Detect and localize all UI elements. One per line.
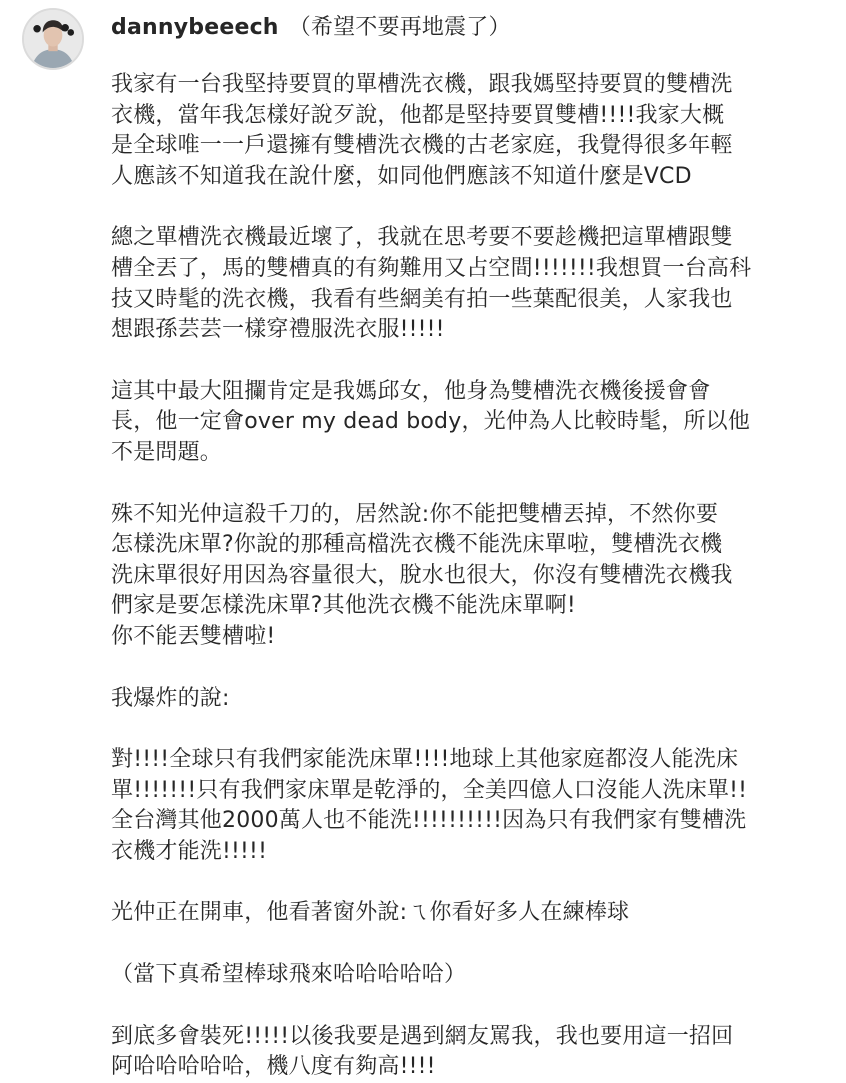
- avatar-image: [24, 10, 82, 68]
- caption-paragraph: 殊不知光仲這殺千刀的，居然說:你不能把雙槽丟掉，不然你要 怎樣洗床單?你說的那種高檔洗衣機不能洗床單啦，雙槽洗衣機 洗床單很好用因為容量很大，脫水也很大，你沒有雙槽洗衣機我 們家是要怎樣洗床單?其他洗衣機不能洗床單啊! 你不能丟雙槽啦!: [111, 501, 733, 649]
- username-link[interactable]: dannybeeech: [111, 15, 279, 40]
- caption-paragraph: 對!!!!全球只有我們家能洗床單!!!!地球上其他家庭都沒人能洗床 單!!!!!!!只有我們家床單是乾淨的，全美四億人口沒能人洗床單!! 全台灣其他2000萬人也不能洗!!!!!!!!!!因為只有我們家有雙槽洗 衣機才能洗!!!!!: [111, 747, 748, 864]
- caption-paragraph: 我爆炸的說:: [111, 685, 230, 711]
- caption-paragraph: 光仲正在開車，他看著窗外說:ㄟ你看好多人在練棒球: [111, 900, 630, 926]
- caption: [111, 8, 821, 1083]
- caption-paragraph: （當下真希望棒球飛來哈哈哈哈哈）: [111, 962, 467, 988]
- caption-header: [111, 8, 821, 48]
- caption-paragraph: 我家有一台我堅持要買的單槽洗衣機，跟我媽堅持要買的雙槽洗 衣機，當年我怎樣好說歹說，他都是堅持要買雙槽!!!!我家大概 是全球唯一一戶還擁有雙槽洗衣機的古老家庭，我覺得很多年輕 人應該不知道我在說什麼，如同他們應該不知道什麼是VCD: [111, 72, 733, 189]
- headline-note: （希望不要再地震了）: [288, 15, 511, 40]
- caption-paragraph: 到底多會裝死!!!!!以後我要是遇到網友罵我，我也要用這一招回 阿哈哈哈哈哈，機八度有夠高!!!!: [111, 1023, 734, 1080]
- caption-paragraph: 這其中最大阻攔肯定是我媽邱女，他身為雙槽洗衣機後援會會 長，他一定會over my dead body，光仲為人比較時髦，所以他 不是問題。: [111, 378, 751, 465]
- caption-paragraph: 總之單槽洗衣機最近壞了，我就在思考要不要趁機把這單槽跟雙 槽全丟了，馬的雙槽真的有夠難用又占空間!!!!!!!我想買一台高科 技又時髦的洗衣機，我看有些網美有拍一些葉配很美，人家我也 想跟孫芸芸一樣穿禮服洗衣服!!!!!: [111, 225, 752, 343]
- avatar[interactable]: [22, 8, 84, 70]
